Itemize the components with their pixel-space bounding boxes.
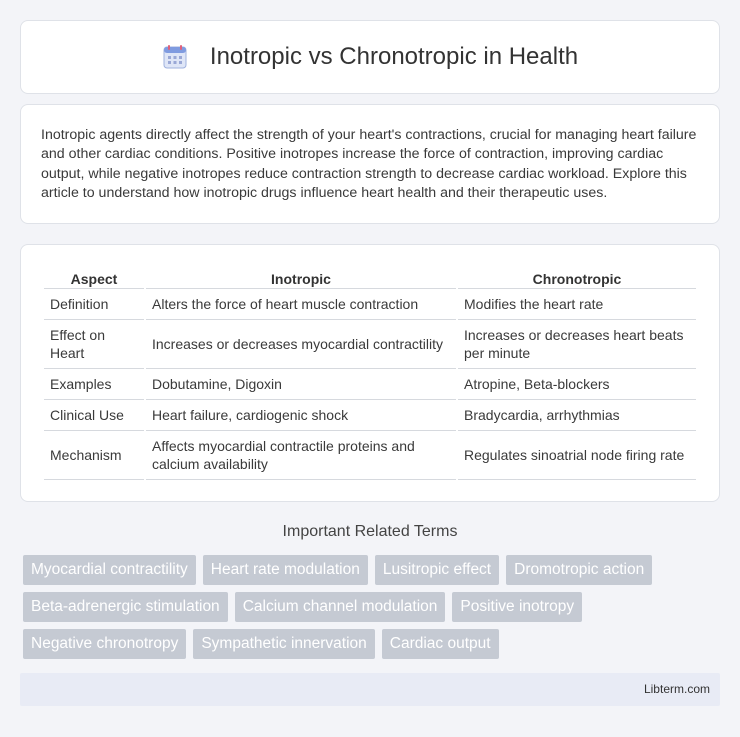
related-term-tag[interactable]: Sympathetic innervation: [193, 629, 374, 659]
table-row: [44, 369, 696, 400]
table-cell: Alters the force of heart muscle contraction: [146, 289, 456, 320]
related-terms-list: [23, 555, 723, 659]
calendar-icon: [162, 44, 188, 70]
intro-text: Inotropic agents directly affect the strength of your heart's contractions, crucial for managing heart failure and other cardiac conditions. Positive inotropes increase the force of contraction, improving cardiac output, while negative inotropes reduce contraction strength to decrease cardiac workload. Explore this article to understand how inotropic drugs influence heart health and their therapeutic uses.: [41, 127, 697, 201]
table-row: [44, 289, 696, 320]
table-cell: Affects myocardial contractile proteins and calcium availability: [146, 431, 456, 480]
table-row: [44, 431, 696, 480]
comparison-card: [20, 244, 720, 502]
table-cell: Bradycardia, arrhythmias: [458, 400, 696, 431]
table-cell: Definition: [44, 289, 144, 320]
comparison-table: [42, 265, 698, 480]
table-cell: Increases or decreases heart beats per minute: [458, 320, 696, 369]
related-term-tag[interactable]: Dromotropic action: [506, 555, 652, 585]
header-card: [20, 20, 720, 94]
table-cell: Examples: [44, 369, 144, 400]
table-cell: Dobutamine, Digoxin: [146, 369, 456, 400]
column-header-chronotropic: Chronotropic: [458, 265, 696, 289]
table-cell: Heart failure, cardiogenic shock: [146, 400, 456, 431]
table-cell: Mechanism: [44, 431, 144, 480]
table-row: [44, 400, 696, 431]
related-term-tag[interactable]: Heart rate modulation: [203, 555, 368, 585]
page-title: Inotropic vs Chronotropic in Health: [209, 43, 579, 70]
table-cell: Modifies the heart rate: [458, 289, 696, 320]
related-term-tag[interactable]: Negative chronotropy: [23, 629, 186, 659]
table-cell: Clinical Use: [44, 400, 144, 431]
footer: [20, 673, 720, 706]
related-term-tag[interactable]: Positive inotropy: [452, 592, 582, 622]
related-term-tag[interactable]: Myocardial contractility: [23, 555, 196, 585]
footer-site-link[interactable]: Libterm.com: [643, 682, 710, 696]
related-term-tag[interactable]: Cardiac output: [382, 629, 499, 659]
related-term-tag[interactable]: Lusitropic effect: [375, 555, 499, 585]
related-term-tag[interactable]: Calcium channel modulation: [235, 592, 446, 622]
related-terms-title: Important Related Terms: [282, 523, 458, 540]
column-header-inotropic: Inotropic: [146, 265, 456, 289]
table-row: [44, 320, 696, 369]
column-header-aspect: Aspect: [44, 265, 144, 289]
intro-card: [20, 104, 720, 224]
table-cell: Increases or decreases myocardial contractility: [146, 320, 456, 369]
related-term-tag[interactable]: Beta-adrenergic stimulation: [23, 592, 228, 622]
table-header-row: [44, 265, 696, 289]
table-cell: Atropine, Beta-blockers: [458, 369, 696, 400]
table-cell: Effect on Heart: [44, 320, 144, 369]
table-cell: Regulates sinoatrial node firing rate: [458, 431, 696, 480]
